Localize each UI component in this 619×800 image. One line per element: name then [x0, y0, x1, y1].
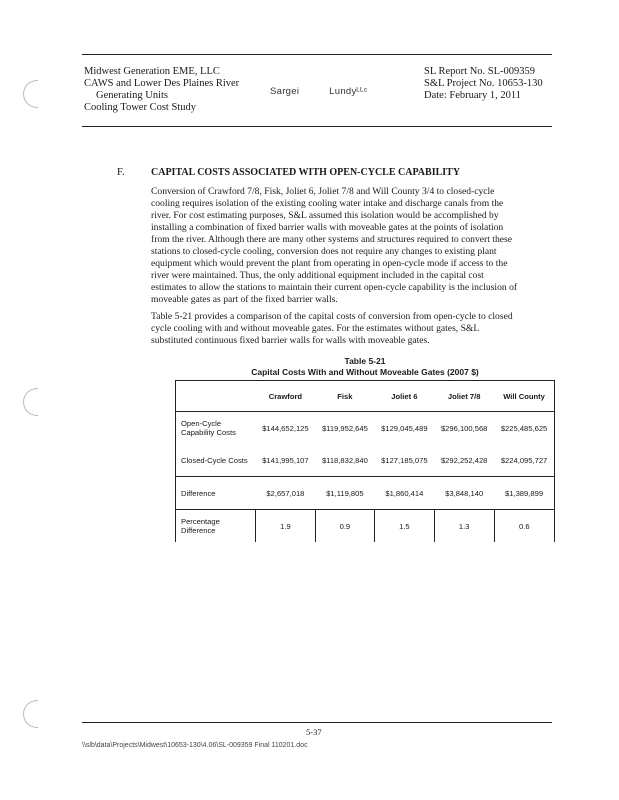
- table-cell: $1,119,805: [315, 477, 374, 510]
- table-row: [176, 444, 555, 477]
- file-path: \\slb\data\Projects\Midwest\10653-130\4.06\SL-009359 Final 110201.doc: [82, 742, 308, 749]
- column-header-fisk: Fisk: [315, 381, 374, 412]
- row-label: Difference: [176, 477, 256, 510]
- paragraph-line: cycle cooling with and without moveable gates. For the estimates without gates, S&L: [151, 323, 480, 334]
- paragraph-line: substituted continuous fixed barrier walls for walls with moveable gates.: [151, 335, 430, 346]
- table-cell: $225,485,625: [494, 412, 554, 445]
- report-date: Date: February 1, 2011: [424, 90, 522, 101]
- paragraph-line: cooling requires isolation of the existing cooling water intake and discharge canals from the: [151, 198, 504, 209]
- table-cell: $119,952,645: [321, 423, 368, 433]
- hole-punch-mark: [23, 388, 38, 416]
- header-left: [84, 66, 239, 114]
- table-cell: $129,045,489: [381, 423, 428, 433]
- paragraph-line: river. For cost estimating purposes, S&L assumed this isolation would be accomplished by: [151, 210, 499, 221]
- column-header-crawford: Crawford: [256, 381, 316, 412]
- column-header-blank: [176, 381, 256, 412]
- table-cell: 1.5: [374, 510, 434, 543]
- table-cell: $118,832,840: [315, 444, 374, 477]
- table-title: Capital Costs With and Without Moveable Gates (2007 $): [251, 367, 479, 377]
- table-cell: $3,848,140: [434, 477, 494, 510]
- paragraph-2: [151, 311, 548, 347]
- section-title: CAPITAL COSTS ASSOCIATED WITH OPEN-CYCLE CAPABILITY: [151, 167, 461, 178]
- paragraph-line: equipment which would prevent the plant from operating in open-cycle mode if access to the: [151, 258, 508, 269]
- table-row: [176, 412, 555, 445]
- paragraph-line: from the river. Although there are many other systems and structures required to convert these: [151, 234, 512, 245]
- logo-left-text: Sargei: [270, 86, 300, 97]
- column-header-joliet-6: Joliet 6: [374, 381, 434, 412]
- row-label: Closed-Cycle Costs: [176, 444, 256, 477]
- table-cell: 1.3: [434, 510, 494, 543]
- company-logo: [270, 86, 368, 97]
- paragraph-line: river were maintained. Thus, the only additional equipment included in the capital cost: [151, 270, 484, 281]
- footer-rule: [82, 722, 552, 723]
- hole-punch-mark: [23, 700, 38, 728]
- table-cell: $1,389,899: [494, 477, 554, 510]
- page-number: 5-37: [306, 727, 322, 737]
- header-units: Generating Units: [96, 90, 169, 101]
- table-cell: 0.6: [494, 510, 554, 543]
- header-right: [424, 66, 543, 102]
- header-bottom-rule: [82, 126, 552, 127]
- table-cell: $296,100,568: [440, 423, 488, 433]
- table-row: [176, 510, 555, 543]
- table-cell: $144,652,125: [262, 423, 309, 433]
- table-cell: 1.9: [256, 510, 316, 543]
- table-cell: $2,657,018: [256, 477, 316, 510]
- hole-punch-mark: [23, 80, 38, 108]
- row-label: Open-Cycle Capability Costs: [176, 412, 256, 445]
- column-header-will-county: Will County: [494, 381, 554, 412]
- paragraph-line: installing a combination of fixed barrier walls with moveable gates at the points of isolation: [151, 222, 504, 233]
- section-letter: F.: [117, 167, 125, 178]
- project-number: S&L Project No. 10653-130: [424, 78, 543, 89]
- table-caption: [175, 356, 555, 378]
- paragraph-line: Conversion of Crawford 7/8, Fisk, Joliet 6, Joliet 7/8 and Will County 3/4 to closed-cycle: [151, 186, 495, 197]
- table-cell: 0.9: [315, 510, 374, 543]
- header-project: CAWS and Lower Des Plaines River: [84, 78, 240, 89]
- table-header-row: [176, 381, 555, 412]
- table-cell: $141,995,107: [256, 444, 316, 477]
- table-cell: $224,095,727: [494, 444, 554, 477]
- table-number: Table 5-21: [344, 356, 386, 366]
- paragraph-line: Table 5-21 provides a comparison of the capital costs of conversion from open-cycle to closed: [151, 311, 513, 322]
- paragraph-line: estimates to allow the stations to maintain their current open-cycle capability is the inclusion of: [151, 282, 518, 293]
- header-company: Midwest Generation EME, LLC: [84, 66, 220, 77]
- paragraph-1: [151, 186, 548, 306]
- table-cell: $292,252,428: [434, 444, 494, 477]
- table-cell: $127,185,075: [374, 444, 434, 477]
- header-study: Cooling Tower Cost Study: [84, 102, 196, 113]
- paragraph-line: moveable gates as part of the fixed barrier walls.: [151, 294, 338, 305]
- logo-right-text: Lundyᴸᴸᶜ: [329, 86, 368, 97]
- header-rule: [82, 54, 552, 55]
- table-cell: $1,860,414: [374, 477, 434, 510]
- report-number: SL Report No. SL-009359: [424, 66, 536, 77]
- row-label: Percentage Difference: [176, 510, 256, 543]
- column-header-joliet-7-8: Joliet 7/8: [434, 381, 494, 412]
- capital-costs-table: [175, 380, 555, 542]
- paragraph-line: stations to closed-cycle cooling, conversion does not require any changes to existing plant: [151, 246, 497, 257]
- table-row: [176, 477, 555, 510]
